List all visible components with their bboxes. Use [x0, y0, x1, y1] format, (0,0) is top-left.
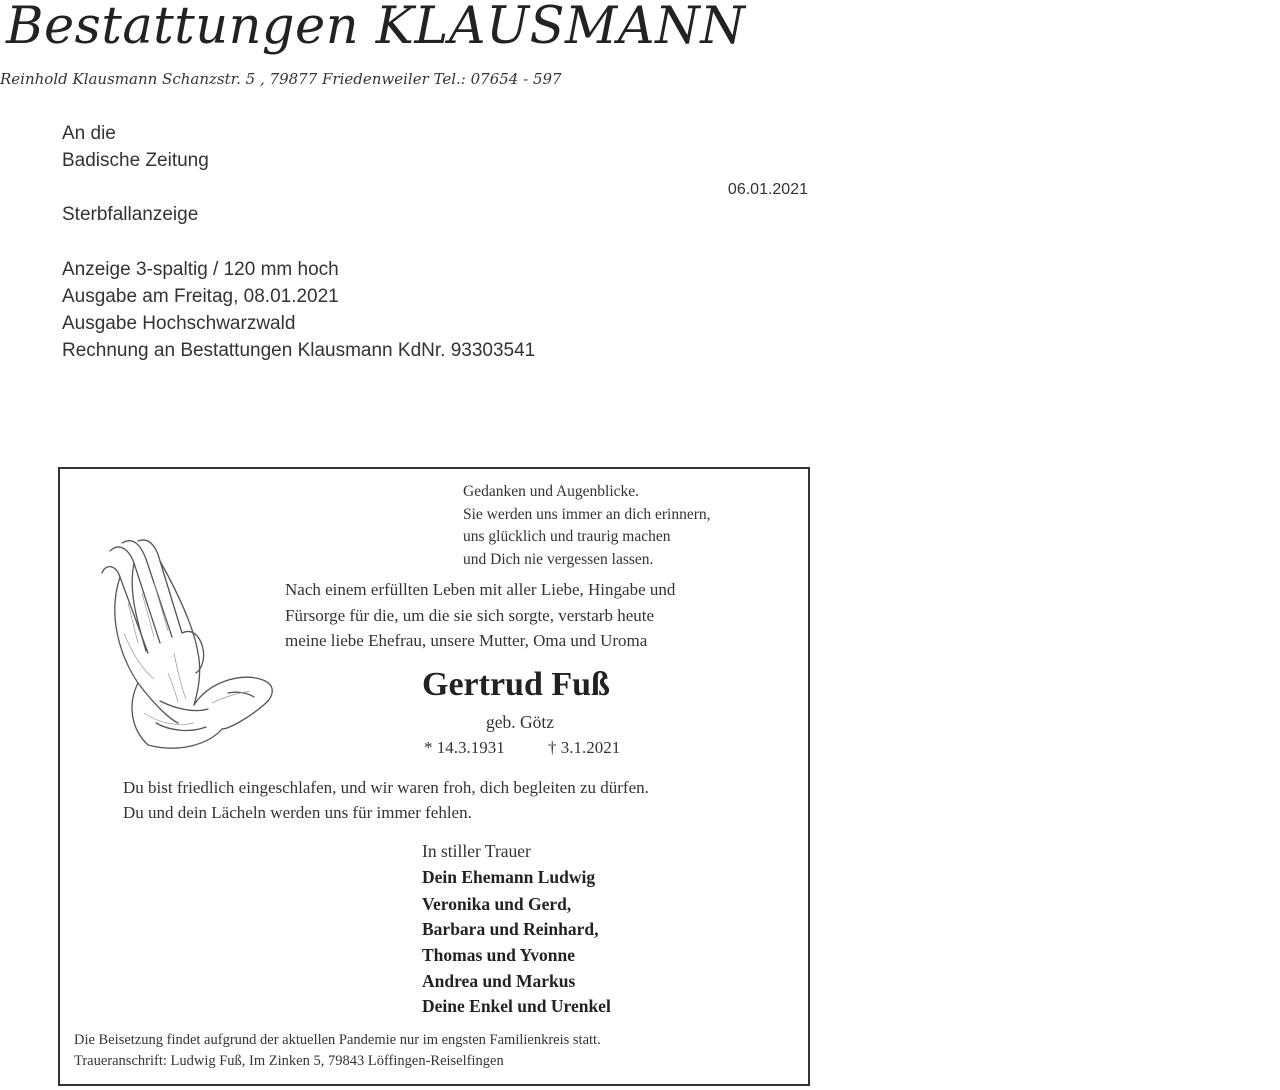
recipient-name: Badische Zeitung	[62, 150, 209, 171]
maiden-name: geb. Götz	[486, 712, 555, 732]
detail-line: Ausgabe am Freitag, 08.01.2021	[62, 286, 339, 307]
death-date: † 3.1.2021	[548, 738, 621, 757]
company-name: Bestattungen KLAUSMANN	[6, 0, 746, 56]
detail-line: Ausgabe Hochschwarzwald	[62, 313, 296, 334]
mourner-name: Deine Enkel und Urenkel	[422, 996, 611, 1016]
poem-line: Sie werden uns immer an dich erinnern,	[463, 506, 711, 523]
birth-date: * 14.3.1931	[424, 738, 505, 757]
mourning-intro: In stiller Trauer	[422, 841, 531, 861]
mourner-name: Barbara und Reinhard,	[422, 919, 599, 939]
intro-line: Nach einem erfüllten Leben mit aller Liebe, Hingabe und	[285, 580, 676, 599]
poem-line: uns glücklich und traurig machen	[463, 528, 671, 545]
closing-line: Du bist friedlich eingeschlafen, und wir waren froh, dich begleiten zu dürfen.	[123, 778, 649, 797]
mourner-name: Thomas und Yvonne	[422, 945, 576, 965]
mourner-name: Veronika und Gerd,	[422, 894, 572, 914]
closing-line: Du und dein Lächeln werden uns für immer fehlen.	[123, 803, 472, 822]
intro-line: Fürsorge für die, um die sie sich sorgte, verstarb heute	[285, 606, 655, 625]
mourning-address: Traueranschrift: Ludwig Fuß, Im Zinken 5, 79843 Löffingen-Reiselfingen	[74, 1053, 504, 1069]
poem-line: Gedanken und Augenblicke.	[463, 483, 640, 500]
letter-date: 06.01.2021	[727, 181, 808, 198]
poem-line: und Dich nie vergessen lassen.	[463, 551, 654, 568]
mourner-name: Andrea und Markus	[422, 971, 576, 991]
recipient-line: An die	[62, 123, 116, 144]
company-address: Reinhold Klausmann Schanzstr. 5 , 79877 Friedenweiler Tel.: 07654 - 597	[0, 70, 562, 88]
death-notice	[58, 467, 810, 1086]
detail-line: Anzeige 3-spaltig / 120 mm hoch	[62, 259, 339, 280]
mourner-name: Dein Ehemann Ludwig	[422, 867, 596, 887]
detail-line: Rechnung an Bestattungen Klausmann KdNr. 93303541	[62, 340, 536, 361]
intro-line: meine liebe Ehefrau, unsere Mutter, Oma und Uroma	[285, 631, 648, 650]
letter-subject: Sterbfallanzeige	[62, 204, 199, 225]
burial-note: Die Beisetzung findet aufgrund der aktuellen Pandemie nur im engsten Familienkreis statt.	[74, 1032, 601, 1048]
praying-hands-icon	[98, 533, 278, 753]
deceased-name: Gertrud Fuß	[422, 666, 610, 703]
